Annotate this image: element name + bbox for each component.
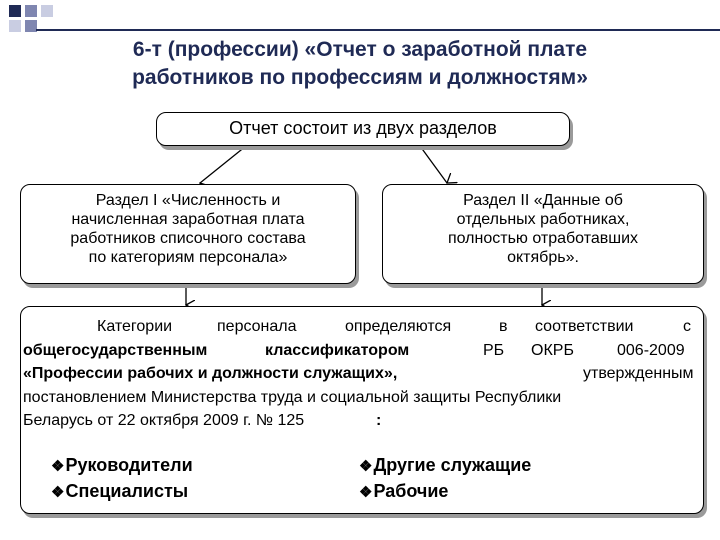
report-structure-text: Отчет состоит из двух разделов (229, 118, 497, 138)
para-word: ОКРБ (531, 341, 574, 359)
category-label: Рабочие (373, 481, 449, 501)
section-2-line: октябрь». (507, 249, 579, 266)
para-word: с (683, 318, 691, 335)
classifier-name: «Профессии рабочих и должности служащих», (23, 365, 398, 382)
category-label: Руководители (65, 455, 193, 475)
bullet-diamond-icon: ❖ (359, 458, 373, 475)
para-word: утвержденным (583, 365, 694, 382)
arrow-to-section2 (420, 146, 447, 183)
para-word: РБ (483, 341, 505, 359)
para-line: Беларусь от 22 октября 2009 г. № 125 (23, 412, 305, 429)
para-line: постановлением Министерства труда и социальной защиты Республики (23, 388, 562, 406)
section-2-line: отдельных работниках, (456, 211, 630, 228)
report-structure-box (156, 112, 570, 146)
category-label: Специалисты (65, 481, 189, 501)
section-1-line: Раздел I «Численность и (95, 192, 281, 209)
list-item (359, 453, 531, 479)
arrow-to-section1 (200, 146, 246, 183)
para-colon: : (376, 412, 382, 429)
title-line-2: работников по профессиям и должностям» (132, 66, 588, 89)
para-word: общегосударственным (23, 341, 208, 359)
section-1-line: начисленная заработная плата (71, 211, 305, 228)
list-item (51, 479, 193, 505)
para-word: 006-2009 (617, 341, 685, 359)
section-1-box (20, 184, 356, 284)
para-word: Категории (97, 318, 173, 335)
bullet-diamond-icon: ❖ (51, 458, 65, 475)
para-word: в (499, 318, 508, 335)
title-line-1: 6-т (профессии) «Отчет о заработной плате (132, 38, 588, 61)
list-item (51, 453, 193, 479)
section-1-line: работников списочного состава (70, 230, 306, 247)
section-1-line: по категориям персонала» (88, 249, 288, 266)
section-2-line: полностью отработавших (447, 230, 639, 247)
para-word: персонала (217, 318, 297, 335)
bullet-diamond-icon: ❖ (359, 484, 373, 501)
category-list-left (51, 453, 193, 505)
section-2-box (382, 184, 704, 284)
para-word: определяются (345, 318, 452, 335)
list-item (359, 479, 531, 505)
categories-box (20, 306, 704, 514)
category-list-right (359, 453, 531, 505)
bullet-diamond-icon: ❖ (51, 484, 65, 501)
classifier-paragraph (21, 315, 705, 433)
para-word: классификатором (265, 341, 410, 359)
para-word: соответствии (535, 318, 634, 335)
category-label: Другие служащие (373, 455, 532, 475)
section-2-line: Раздел II «Данные об (463, 192, 623, 209)
